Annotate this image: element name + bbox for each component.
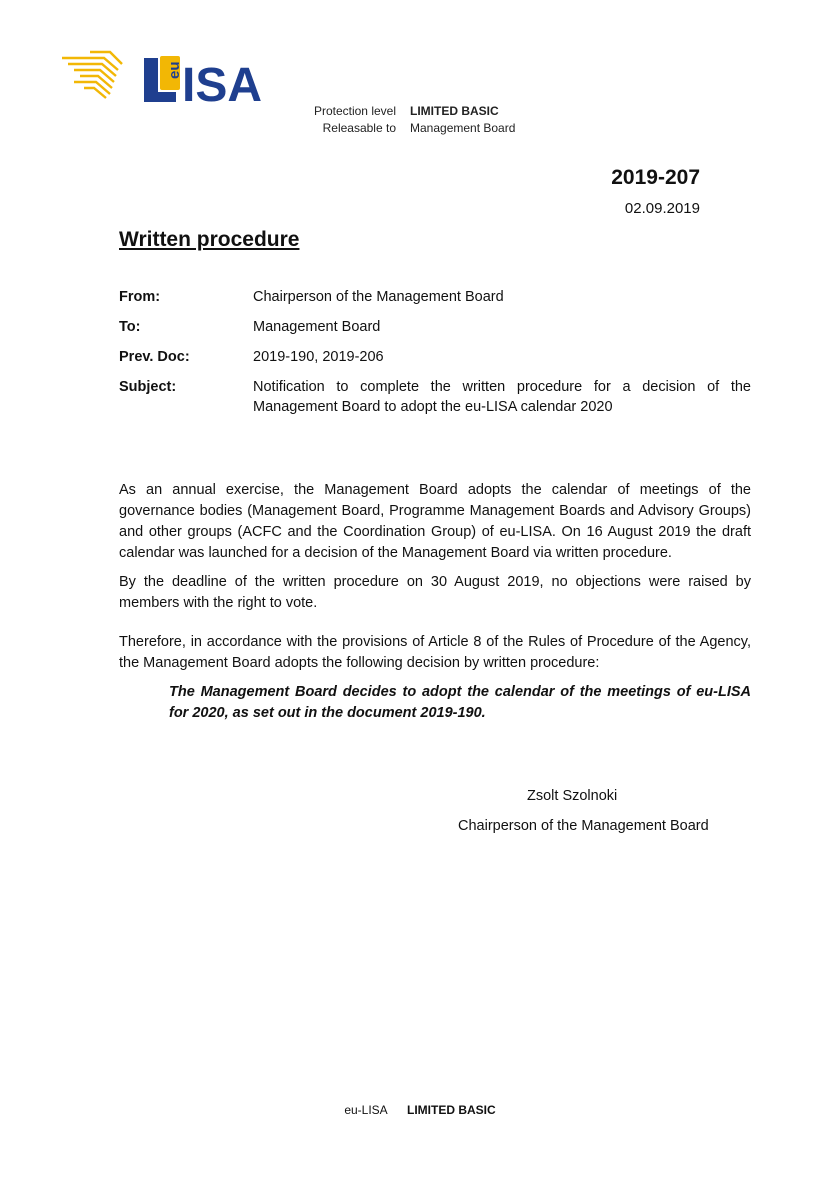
subject-field (119, 377, 751, 417)
footer-classification: LIMITED BASIC (407, 1103, 496, 1117)
subject-value: Notification to complete the written procedure for a decision of the Management Board to adopt the eu-LISA calendar 2020 (253, 379, 751, 415)
body-paragraph: By the deadline of the written procedure on 30 August 2019, no objections were raised by members with the right to vote. (119, 574, 751, 611)
eu-lisa-logo (60, 48, 290, 108)
releasable-to-value: Management Board (410, 121, 516, 135)
to-value: Management Board (253, 319, 381, 335)
document-number: 2019-207 (611, 166, 700, 189)
from-field (119, 287, 751, 307)
prev-doc-field (119, 347, 751, 367)
footer-org: eu-LISA (344, 1103, 388, 1117)
subject-label: Subject: (119, 379, 177, 395)
document-date: 02.09.2019 (624, 200, 700, 217)
svg-text:ISA: ISA (182, 59, 263, 108)
svg-text:eu: eu (166, 61, 183, 79)
protection-level-label: Protection level (313, 104, 396, 118)
from-label: From: (119, 289, 161, 305)
classification-block (298, 103, 515, 137)
prev-doc-label: Prev. Doc: (119, 349, 190, 365)
to-label: To: (119, 319, 141, 335)
releasable-to-label: Releasable to (322, 121, 396, 135)
document-body (119, 480, 751, 732)
signatory-name: Zsolt Szolnoki (527, 788, 618, 804)
decision-statement: The Management Board decides to adopt the calendar of the meetings of eu-LISA for 2020, as set out in the document 2019-190. (169, 684, 751, 721)
routing-fields (119, 287, 751, 427)
prev-doc-value: 2019-190, 2019-206 (253, 349, 384, 365)
to-field (119, 317, 751, 337)
signatory-role: Chairperson of the Management Board (458, 818, 709, 834)
from-value: Chairperson of the Management Board (253, 289, 504, 305)
body-paragraph: Therefore, in accordance with the provisions of Article 8 of the Rules of Procedure of the Agency, the Management Board adopts the following decision by written procedure: (119, 634, 751, 671)
page-footer (0, 1103, 840, 1117)
document-title: Written procedure (119, 228, 300, 251)
body-paragraph: As an annual exercise, the Management Board adopts the calendar of meetings of the governance bodies (Management Board, Programme Management Boards and Advisory Groups) and other groups (ACFC and the Coordination Group) of eu-LISA. On 16 August 2019 the draft calendar was launched for a decision of the Management Board via written procedure. (119, 482, 751, 561)
protection-level-value: LIMITED BASIC (410, 104, 499, 118)
